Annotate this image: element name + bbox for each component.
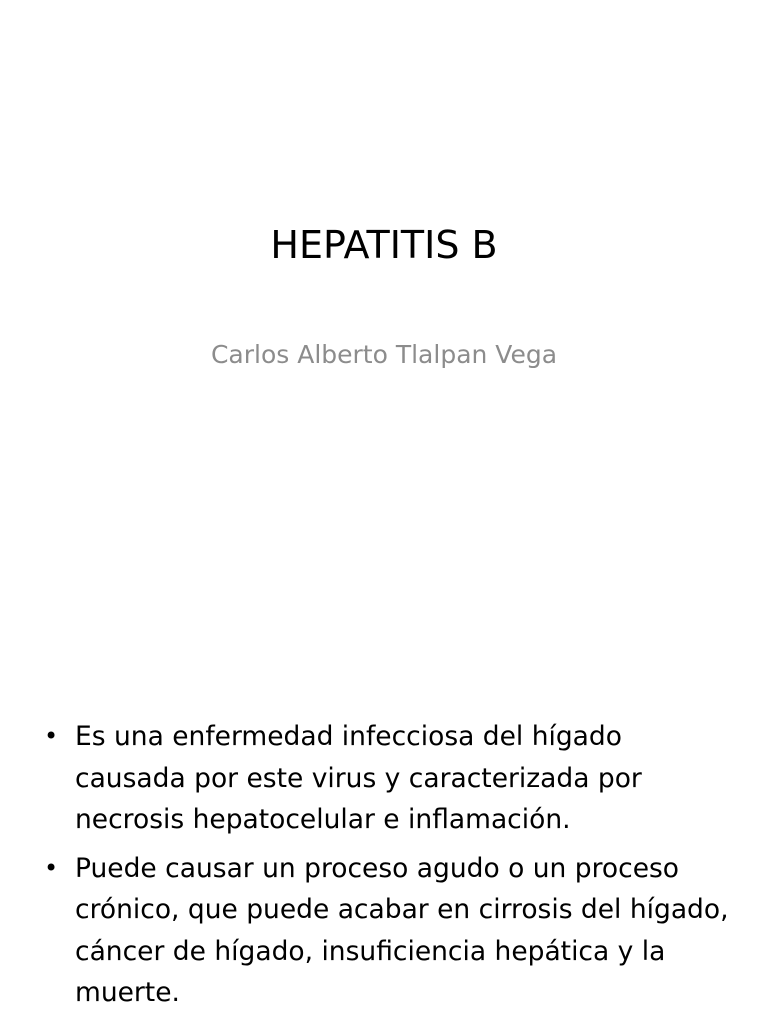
bullet-text: Es una enfermedad infecciosa del hígado causada por este virus y caracterizada por necrosis hepatocelular e inflamación. (75, 721, 642, 835)
slide-title: HEPATITIS B (270, 223, 498, 267)
bullet-text: Puede causar un proceso agudo o un proceso crónico, que puede acabar en cirrosis del hígado, cáncer de hígado, insuficiencia hepática y la muerte. (75, 852, 729, 1008)
bullet-marker: • (44, 853, 59, 882)
bullet-item-1 (44, 716, 734, 841)
bullet-item-2 (44, 848, 734, 1014)
slide-subtitle: Carlos Alberto Tlalpan Vega (210, 340, 558, 369)
bullet-list (44, 716, 734, 1021)
bullet-marker: • (44, 722, 59, 750)
